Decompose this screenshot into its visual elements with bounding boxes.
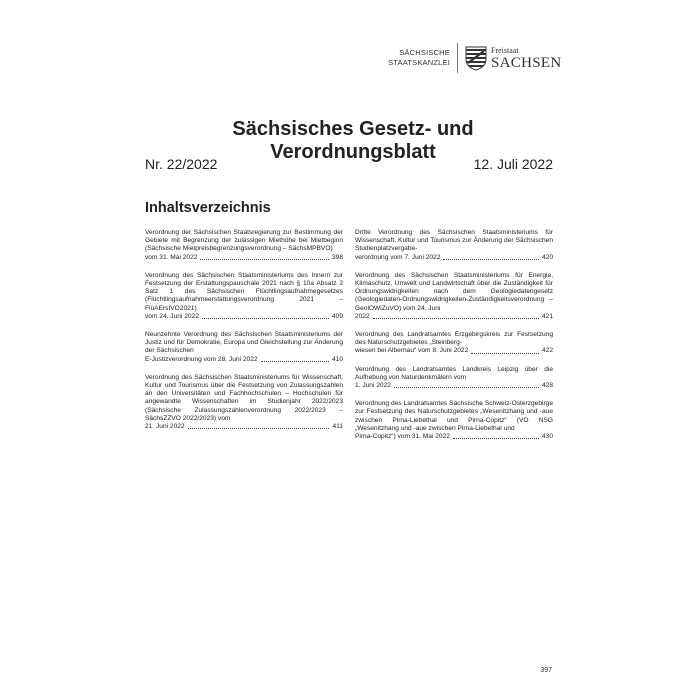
kanzlei-line-1: SÄCHSISCHE [399, 48, 450, 57]
toc-entry-last-line [145, 313, 343, 321]
leader-dots [202, 318, 329, 319]
leader-dots [394, 387, 539, 388]
kanzlei-line-2: STAATSKANZLEI [388, 58, 450, 67]
toc-entry-text: Verordnung des Landratsamtes Erzgebirgskreis zur Festsetzung des Naturschutzgebietes „Steinberg- [355, 331, 553, 347]
toc-entry-date: 1. Juni 2022 [355, 382, 391, 390]
toc-entry-last-line [145, 356, 343, 364]
toc-entry [355, 229, 553, 262]
toc-entry-last-line [145, 423, 343, 431]
freistaat-sachsen-wordmark [491, 46, 561, 71]
toc-heading: Inhaltsverzeichnis [145, 200, 271, 216]
toc-entry-date: verordnung vom 7. Juni 2022 [355, 253, 441, 261]
toc-entry-date: vom 24. Juni 2022 [145, 312, 199, 320]
header-logo [380, 44, 561, 72]
toc-entry-last-line [355, 347, 553, 355]
toc-entry-last-line [355, 382, 553, 390]
leader-dots [443, 259, 539, 260]
toc-entry-text: Verordnung des Landratsamtes Sächsische Schweiz-Osterzgebirge zur Festsetzung des Naturschutzgebietes „Wesenitzhang und -aue zwischen Pirna-Liebethal und Pirna-Copitz“ (VO NSG „Wesenitzhang und -aue zwischen Pirna-Liebethal und [355, 400, 553, 432]
toc-entry-page: 422 [541, 347, 553, 355]
leader-dots [471, 353, 539, 354]
leader-dots [261, 361, 329, 362]
toc-entry [355, 272, 553, 321]
toc-entry-text: Neunzehnte Verordnung des Sächsischen Staatsministeriums der Justiz und für Demokratie, Europa und Gleichstellung zur Änderung der Sächsischen [145, 331, 343, 355]
toc-entry-text: Verordnung des Sächsischen Staatsministeriums für Wissenschaft, Kultur und Tourismus über die Festsetzung von Zulassungszahlen an den Universitäten und Fachhochschulen – Hochschulen für angewandte Wissenschaften im Studienjahr 2022/2023 (Sächsische Zulassungszahlenverordnung 2022/2023 – SächsZZVO 2022/2023) vom [145, 373, 343, 422]
toc-entry-page: 420 [541, 253, 553, 261]
toc-entry-text: Verordnung des Landratsamtes Landkreis Leipzig über die Aufhebung von Naturdenkmälern vom [355, 365, 553, 381]
toc-entry-page: 409 [331, 312, 343, 320]
toc-entry-last-line [145, 254, 343, 262]
issue-date: 12. Juli 2022 [473, 156, 553, 172]
toc-entry-last-line [355, 433, 553, 441]
leader-dots [188, 428, 330, 429]
toc-entry-text: Verordnung der Sächsischen Staatsregierung zur Bestimmung der Gebiete mit Begrenzung der zulässigen Miethöhe bei Mietbeginn (Sächsische Mietpreisbegrenzungsverordnung – SächsMPBVO) [145, 229, 343, 253]
toc-entry-last-line [355, 313, 553, 321]
document-title: Sächsisches Gesetz- und Verordnungsblatt [232, 118, 474, 163]
toc-entry-date: wiesen bei Albernau“ vom 8. Juni 2022 [355, 347, 469, 355]
toc-right-column [355, 229, 553, 451]
freistaat-label: Freistaat [491, 45, 519, 55]
toc-entry-page: 411 [332, 423, 343, 431]
toc-entry [145, 374, 343, 431]
toc-entry-page: 421 [541, 312, 553, 320]
toc-entry-last-line [355, 254, 553, 262]
toc-entry [355, 400, 553, 441]
toc-left-column [145, 229, 343, 441]
toc-entry [145, 272, 343, 321]
toc-entry [145, 331, 343, 364]
issue-number: Nr. 22/2022 [145, 156, 218, 172]
toc-entry [355, 366, 553, 391]
toc-entry [355, 331, 553, 356]
toc-entry-date: Pirna-Copitz“) vom 31. Mai 2022 [355, 433, 450, 441]
toc-entry-date: E-Justizverordnung vom 28. Juni 2022 [145, 355, 258, 363]
leader-dots [373, 318, 539, 319]
leader-dots [453, 438, 539, 439]
toc-entry-page: 410 [331, 355, 343, 363]
logo-divider [457, 43, 458, 73]
toc-entry-text: Dritte Verordnung des Sächsischen Staatsministeriums für Wissenschaft, Kultur und Tourismus zur Änderung der Sächsischen Studienplatzvergabe- [355, 229, 553, 253]
toc-entry [145, 229, 343, 262]
staatskanzlei-label [380, 48, 450, 68]
toc-entry-text: Verordnung des Sächsischen Staatsministeriums des Innern zur Festsetzung der Erstattungspauschale 2021 nach § 10a Absatz 2 Satz 1 des Sächsischen Flüchtlingsaufnahmegesetzes (Flüchtlingsaufnahmeerstattungsverordnung 2021 – FlüAErstVO2021) [145, 271, 343, 312]
toc-entry-date: 2022 [355, 312, 370, 320]
sachsen-label: SACHSEN [491, 54, 562, 71]
toc-entry-text: Verordnung des Sächsischen Staatsministeriums für Energie, Klimaschutz, Umwelt und Landwirtschaft über die Zuständigkeit für Ordnungswidrigkeiten nach dem Geologiedatengesetz (Geologiedaten-Ordnungswidrigkeiten-Zuständigkeitsverordnung – GeolOWiZuVO) vom 24. Juni [355, 271, 553, 312]
toc-entry-date: 21. Juni 2022 [145, 423, 185, 431]
leader-dots [200, 259, 329, 260]
toc-entry-page: 428 [541, 382, 553, 390]
toc-entry-date: vom 31. Mai 2022 [145, 253, 198, 261]
toc-entry-page: 398 [331, 253, 343, 261]
saxony-crest-icon [465, 45, 487, 71]
toc-entry-page: 430 [541, 433, 553, 441]
page-number: 397 [540, 667, 552, 674]
